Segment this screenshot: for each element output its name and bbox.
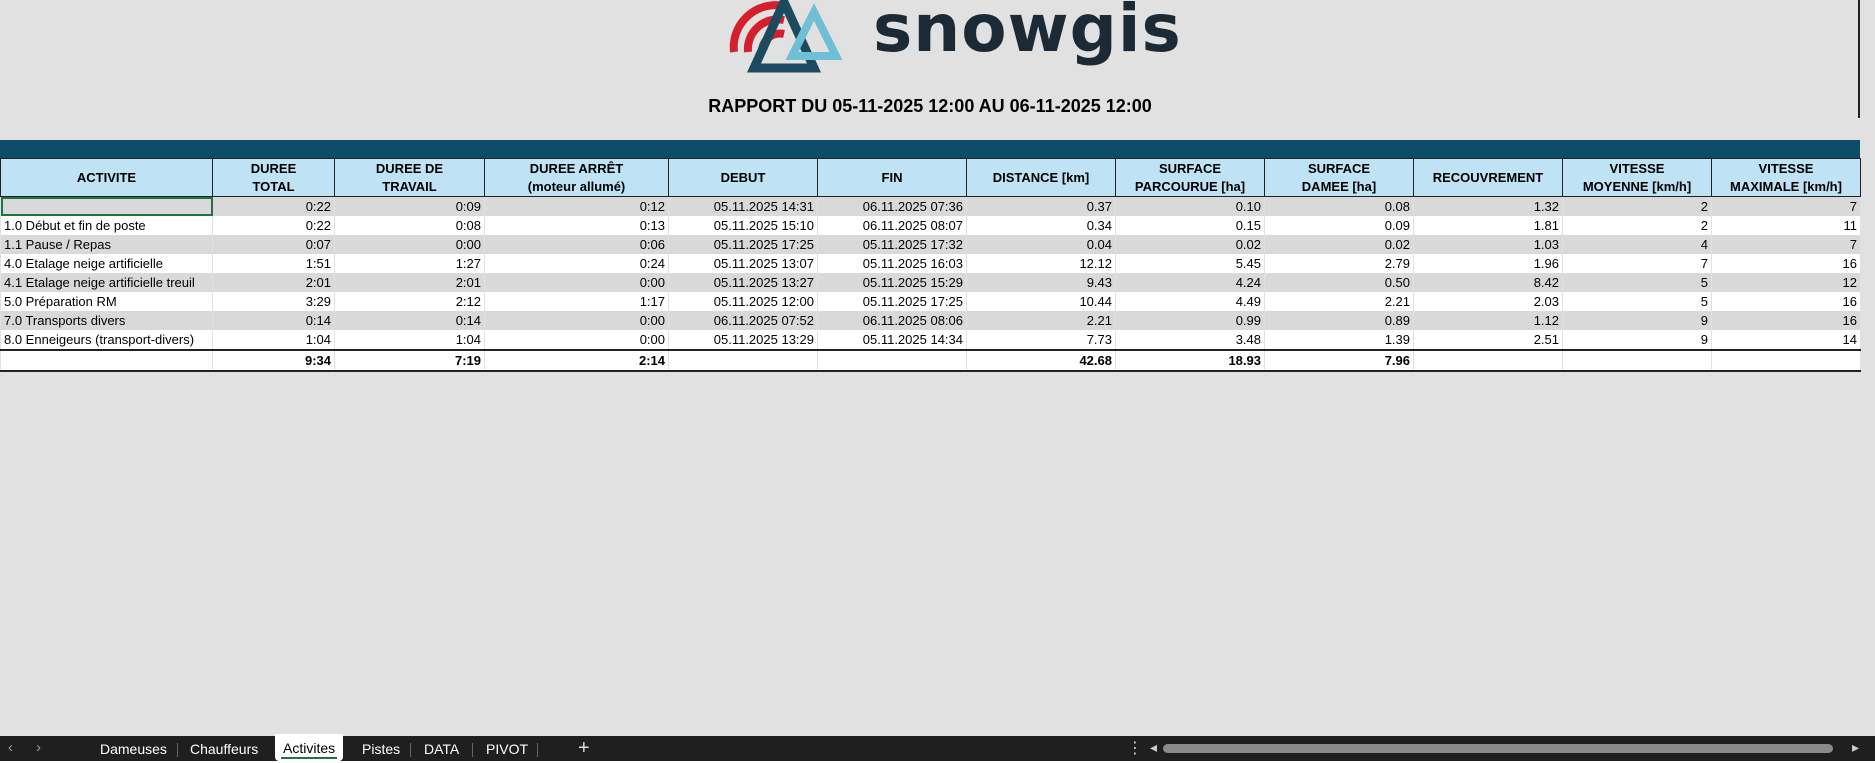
prev-sheet-icon[interactable]: ‹ <box>8 739 13 756</box>
table-header-row <box>1 159 1861 197</box>
tab-pistes[interactable]: Pistes <box>362 741 401 757</box>
table-cell[interactable]: 9 <box>1563 330 1712 350</box>
column-header-line1: DUREE ARRÊT <box>529 160 624 176</box>
table-cell[interactable]: 0:00 <box>335 235 485 254</box>
column-header-line2: TOTAL <box>252 178 295 194</box>
table-cell[interactable]: 2.79 <box>1265 254 1414 273</box>
total-cell[interactable]: 18.93 <box>1116 350 1265 371</box>
table-cell[interactable]: 7 <box>1712 197 1861 217</box>
column-header[interactable] <box>818 159 967 197</box>
tab-data[interactable]: DATA <box>424 741 460 757</box>
column-header[interactable] <box>1116 159 1265 197</box>
column-header-line1: DUREE DE <box>375 160 444 176</box>
header-band <box>0 140 1860 158</box>
table-cell[interactable]: 0.02 <box>1116 235 1265 254</box>
table-cell[interactable]: 2 <box>1563 216 1712 235</box>
table-cell[interactable]: 05.11.2025 13:27 <box>669 273 818 292</box>
table-cell[interactable]: 05.11.2025 16:03 <box>818 254 967 273</box>
table-cell[interactable]: 16 <box>1712 311 1861 330</box>
column-header[interactable] <box>485 159 669 197</box>
more-options-icon[interactable]: ⋮ <box>1127 740 1143 757</box>
column-header-line2: MAXIMALE [km/h] <box>1730 178 1842 194</box>
table-cell[interactable]: 0:08 <box>335 216 485 235</box>
table-cell[interactable]: 0:14 <box>213 311 335 330</box>
table-cell[interactable]: 0.89 <box>1265 311 1414 330</box>
column-header[interactable] <box>669 159 818 197</box>
column-header-line1: DISTANCE [km] <box>992 169 1090 185</box>
table-row <box>1 311 1861 330</box>
table-cell[interactable]: 16 <box>1712 292 1861 311</box>
table-cell[interactable]: 5 <box>1563 292 1712 311</box>
column-header[interactable] <box>1563 159 1712 197</box>
column-header-line2: PARCOURUE [ha] <box>1134 178 1246 194</box>
table-cell[interactable]: 5.0 Préparation RM <box>1 292 213 311</box>
table-cell[interactable]: 0:22 <box>213 197 335 217</box>
column-header-line2: DAMEE [ha] <box>1301 178 1377 194</box>
table-cell[interactable]: 10.44 <box>967 292 1116 311</box>
table-row <box>1 216 1861 235</box>
table-cell[interactable]: 1.96 <box>1414 254 1563 273</box>
column-header-line1: DEBUT <box>720 169 766 185</box>
table-cell[interactable]: 9.43 <box>967 273 1116 292</box>
column-header[interactable] <box>335 159 485 197</box>
column-header[interactable] <box>1 159 213 197</box>
table-cell[interactable]: 2.21 <box>1265 292 1414 311</box>
table-cell[interactable]: 05.11.2025 15:10 <box>669 216 818 235</box>
table-row <box>1 292 1861 311</box>
table-cell[interactable]: 1.1 Pause / Repas <box>1 235 213 254</box>
sheet-tab-bar <box>0 736 1875 761</box>
table-cell[interactable]: 4.49 <box>1116 292 1265 311</box>
table-cell[interactable]: 12 <box>1712 273 1861 292</box>
table-cell[interactable]: 0:14 <box>335 311 485 330</box>
table-cell[interactable]: 0.37 <box>967 197 1116 217</box>
table-cell[interactable]: 05.11.2025 17:25 <box>669 235 818 254</box>
table-cell[interactable]: 05.11.2025 14:31 <box>669 197 818 217</box>
table-cell[interactable]: 05.11.2025 12:00 <box>669 292 818 311</box>
table-cell[interactable]: 4.0 Etalage neige artificielle <box>1 254 213 273</box>
table-cell[interactable]: 06.11.2025 07:36 <box>818 197 967 217</box>
table-cell[interactable]: 1:04 <box>213 330 335 350</box>
total-cell[interactable]: 7.96 <box>1265 350 1414 371</box>
table-cell[interactable]: 9 <box>1563 311 1712 330</box>
table-cell[interactable]: 0:12 <box>485 197 669 217</box>
table-cell[interactable]: 1.39 <box>1265 330 1414 350</box>
table-cell[interactable]: 2.21 <box>967 311 1116 330</box>
table-cell[interactable]: 06.11.2025 07:52 <box>669 311 818 330</box>
table-cell[interactable]: 1.0 Début et fin de poste <box>1 216 213 235</box>
total-cell[interactable]: 7:19 <box>335 350 485 371</box>
tab-dameuses[interactable]: Dameuses <box>100 741 167 757</box>
scroll-left-icon[interactable]: ◂ <box>1150 739 1158 755</box>
column-header[interactable] <box>1712 159 1861 197</box>
add-sheet-button[interactable]: + <box>578 737 590 759</box>
tab-chauffeurs[interactable]: Chauffeurs <box>190 741 259 757</box>
table-cell[interactable]: 0.09 <box>1265 216 1414 235</box>
table-cell[interactable]: 05.11.2025 13:07 <box>669 254 818 273</box>
table-cell[interactable]: 05.11.2025 13:29 <box>669 330 818 350</box>
table-cell[interactable]: 3.48 <box>1116 330 1265 350</box>
table-cell[interactable]: 7.73 <box>967 330 1116 350</box>
table-cell[interactable]: 16 <box>1712 254 1861 273</box>
table-cell[interactable]: 8.0 Enneigeurs (transport-divers) <box>1 330 213 350</box>
tab-pivot[interactable]: PIVOT <box>486 741 529 757</box>
table-cell[interactable]: 0:00 <box>485 311 669 330</box>
table-cell[interactable]: 0.04 <box>967 235 1116 254</box>
table-cell[interactable]: 1.03 <box>1414 235 1563 254</box>
column-header-line1: SURFACE <box>1307 160 1371 176</box>
table-cell[interactable]: 0:07 <box>213 235 335 254</box>
table-cell[interactable]: 2.51 <box>1414 330 1563 350</box>
table-cell[interactable]: 0:00 <box>485 330 669 350</box>
column-header-line1: VITESSE <box>1758 160 1814 176</box>
table-cell[interactable]: 2:01 <box>213 273 335 292</box>
total-cell[interactable] <box>669 350 818 371</box>
table-cell[interactable]: 05.11.2025 14:34 <box>818 330 967 350</box>
table-cell[interactable]: 0.50 <box>1265 273 1414 292</box>
table-cell[interactable]: 3:29 <box>213 292 335 311</box>
column-header-line1: RECOUVREMENT <box>1432 169 1544 185</box>
table-cell[interactable]: 1:04 <box>335 330 485 350</box>
table-cell[interactable]: 4.24 <box>1116 273 1265 292</box>
table-cell[interactable]: 0.34 <box>967 216 1116 235</box>
column-header-line1: DUREE <box>250 160 297 176</box>
table-cell[interactable]: 7 <box>1712 235 1861 254</box>
total-cell[interactable]: 9:34 <box>213 350 335 371</box>
column-header[interactable] <box>1265 159 1414 197</box>
column-header[interactable] <box>967 159 1116 197</box>
column-header-line1: VITESSE <box>1609 160 1665 176</box>
total-cell[interactable] <box>818 350 967 371</box>
table-cell[interactable]: 0.02 <box>1265 235 1414 254</box>
column-header[interactable] <box>213 159 335 197</box>
table-cell[interactable]: 0.99 <box>1116 311 1265 330</box>
logo-wordmark: snowgis <box>873 0 1182 67</box>
table-cell[interactable]: 0:13 <box>485 216 669 235</box>
total-cell[interactable] <box>1563 350 1712 371</box>
table-cell[interactable]: 12.12 <box>967 254 1116 273</box>
table-cell[interactable]: 06.11.2025 08:06 <box>818 311 967 330</box>
table-cell[interactable]: 7 <box>1563 254 1712 273</box>
table-cell[interactable]: 4 <box>1563 235 1712 254</box>
table-cell[interactable]: 05.11.2025 17:25 <box>818 292 967 311</box>
table-cell[interactable]: 05.11.2025 15:29 <box>818 273 967 292</box>
column-header-line2: (moteur allumé) <box>527 178 626 194</box>
tab-activites[interactable]: Activites <box>275 734 343 761</box>
activities-table <box>0 158 1861 372</box>
table-cell[interactable]: 14 <box>1712 330 1861 350</box>
table-row <box>1 330 1861 350</box>
table-row <box>1 254 1861 273</box>
column-header-line2: TRAVAIL <box>382 178 437 194</box>
table-cell[interactable]: 5.45 <box>1116 254 1265 273</box>
table-cell[interactable]: 1:27 <box>335 254 485 273</box>
table-cell[interactable]: 0:09 <box>335 197 485 217</box>
report-title: RAPPORT DU 05-11-2025 12:00 AU 06-11-2025 12:00 <box>708 96 1152 116</box>
column-header-line1: SURFACE <box>1158 160 1222 176</box>
next-sheet-icon[interactable]: › <box>36 739 41 756</box>
table-cell[interactable]: 0.08 <box>1265 197 1414 217</box>
column-header-line1: FIN <box>881 169 903 185</box>
table-cell[interactable]: 1.81 <box>1414 216 1563 235</box>
table-cell[interactable]: 7.0 Transports divers <box>1 311 213 330</box>
horizontal-scrollbar[interactable] <box>1163 744 1833 753</box>
table-cell[interactable]: 2 <box>1563 197 1712 217</box>
table-cell[interactable]: 2:12 <box>335 292 485 311</box>
table-cell[interactable]: 0:22 <box>213 216 335 235</box>
table-cell[interactable]: 0:24 <box>485 254 669 273</box>
table-row <box>1 235 1861 254</box>
table-cell[interactable] <box>1 197 213 217</box>
totals-row <box>1 350 1861 371</box>
table-cell[interactable]: 2:01 <box>335 273 485 292</box>
table-row <box>1 197 1861 217</box>
table-cell[interactable]: 11 <box>1712 216 1861 235</box>
column-header-line1: ACTIVITE <box>76 169 137 185</box>
table-cell[interactable]: 4.1 Etalage neige artificielle treuil <box>1 273 213 292</box>
table-cell[interactable]: 2.03 <box>1414 292 1563 311</box>
table-cell[interactable]: 8.42 <box>1414 273 1563 292</box>
table-cell[interactable]: 1:17 <box>485 292 669 311</box>
light-blue-triangle-icon <box>792 12 836 56</box>
table-cell[interactable]: 05.11.2025 17:32 <box>818 235 967 254</box>
table-cell[interactable]: 06.11.2025 08:07 <box>818 216 967 235</box>
total-cell[interactable]: 42.68 <box>967 350 1116 371</box>
total-cell[interactable] <box>1712 350 1861 371</box>
table-cell[interactable]: 1.32 <box>1414 197 1563 217</box>
table-cell[interactable]: 0.15 <box>1116 216 1265 235</box>
column-header-line2: MOYENNE [km/h] <box>1582 178 1692 194</box>
total-cell[interactable] <box>1414 350 1563 371</box>
table-cell[interactable]: 0:06 <box>485 235 669 254</box>
table-cell[interactable]: 0:00 <box>485 273 669 292</box>
total-cell[interactable] <box>1 350 213 371</box>
table-cell[interactable]: 1:51 <box>213 254 335 273</box>
table-row <box>1 273 1861 292</box>
table-cell[interactable]: 0.10 <box>1116 197 1265 217</box>
scroll-right-icon[interactable]: ▸ <box>1852 739 1860 755</box>
table-cell[interactable]: 5 <box>1563 273 1712 292</box>
column-header[interactable] <box>1414 159 1563 197</box>
table-cell[interactable]: 1.12 <box>1414 311 1563 330</box>
total-cell[interactable]: 2:14 <box>485 350 669 371</box>
